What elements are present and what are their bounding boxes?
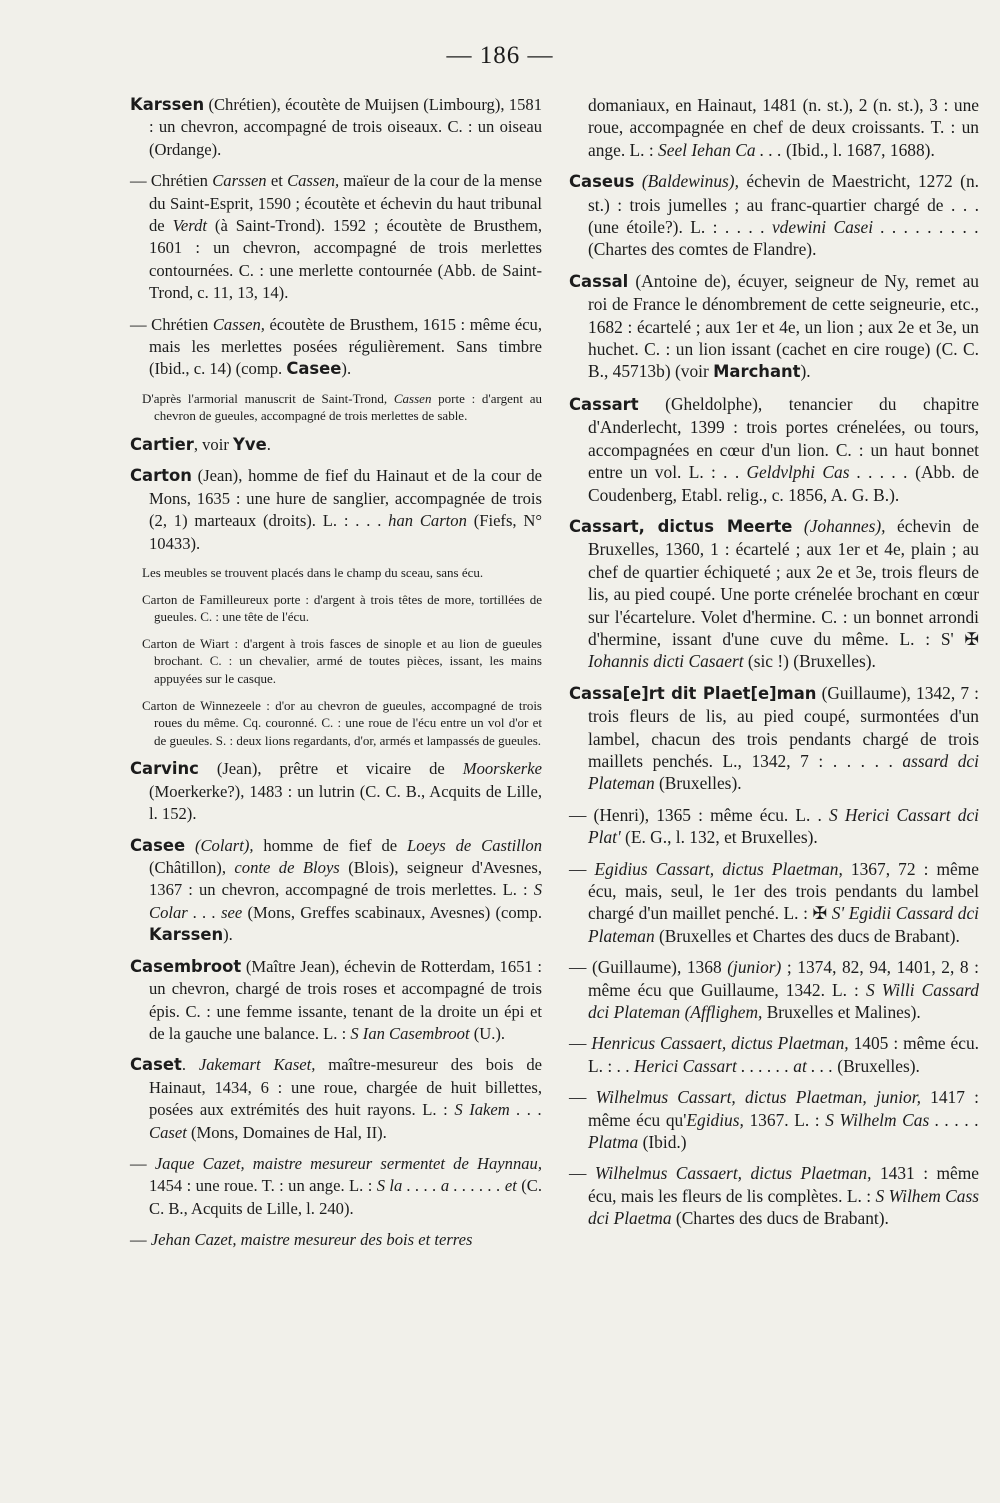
footnote	[130, 697, 542, 750]
dictionary-entry	[130, 434, 542, 456]
dictionary-entry	[569, 1086, 979, 1153]
footnote	[130, 635, 542, 688]
dictionary-entry	[130, 314, 542, 381]
headword: Caseus	[569, 172, 635, 192]
entry-text: (Maître Jean), échevin de Rotterdam, 1651 : un chevron, chargé de trois roses et accompagné de trois épis. C. : une femme issante, tenant de la droite un épi et de la gauche une balance. L. :	[149, 956, 542, 1043]
entry-text: —	[130, 1230, 151, 1250]
entry-text: (Mons, Greffes scabinaux, Avesnes) (comp.	[242, 902, 542, 922]
entry-text: (sic !) (Bruxelles).	[743, 651, 876, 672]
entry-text: —	[569, 1033, 592, 1054]
headword: Cassart, dictus Meerte	[569, 516, 793, 536]
headword: Yve	[233, 435, 267, 455]
dictionary-entry	[569, 1162, 979, 1229]
italic-text: Moorskerke	[462, 759, 542, 779]
dictionary-entry	[569, 804, 979, 849]
entry-text: ; 1374, 82, 94, 1401, 2, 8 : même écu que Guillaume, 1342. L. :	[588, 957, 979, 1000]
headword: Carvinc	[130, 759, 199, 779]
headword: Cassart	[569, 394, 639, 414]
italic-text: assard dci Plateman	[588, 750, 979, 794]
entry-text: écoutète de Brusthem, 1615 : même écu, mais les merlettes posées régulièrement. Sans timbre (Ibid., c. 14) (comp.	[149, 314, 543, 379]
entry-text: (Abb. de Coudenberg, Etabl. relig., c. 1856, A. G. B.).	[588, 462, 979, 505]
dictionary-entry	[569, 515, 979, 673]
italic-text: S Herici Cassart dci Plat'	[588, 804, 979, 848]
italic-text: Henricus Cassaert, dictus Plaetman,	[591, 1033, 849, 1054]
entry-text: ).	[800, 361, 811, 382]
italic-text: (Baldewinus),	[634, 171, 739, 192]
entry-text: D'après l'armorial manuscrit de Saint-Trond,	[142, 390, 394, 406]
italic-text: Wilhelmus Cassart, dictus Plaetman, junior,	[595, 1087, 921, 1108]
entry-text: , voir	[193, 435, 234, 455]
entry-text: —	[569, 1087, 596, 1108]
italic-text: Jaque Cazet, maistre mesureur sermentet de Haynnau,	[154, 1153, 543, 1173]
headword: Cassal	[569, 271, 629, 291]
entry-text: Les meubles se trouvent placés dans le champ du sceau, sans écu.	[142, 565, 484, 581]
entry-text: (Bruxelles et Chartes des ducs de Brabant).	[654, 925, 960, 946]
italic-text: S Colar . . . see	[149, 880, 542, 922]
italic-text: Egidius Cassart, dictus Plaetman,	[594, 858, 843, 879]
footnote	[130, 591, 542, 626]
entry-text: (Guillaume), 1342, 7 : trois fleurs de lis, au pied coupé, surmontées d'un lambel, chacun des trois pendants chargé de trois maillets penchés. L., 1342, 7 : . . . . .	[588, 682, 979, 771]
entry-text: 1417 : même écu qu'	[588, 1087, 980, 1130]
entry-text: — Chrétien	[130, 171, 213, 191]
headword: Marchant	[713, 362, 801, 382]
dictionary-entry	[569, 858, 979, 948]
entry-text: ).	[341, 359, 352, 379]
entry-text: (Jean), homme de fief du Hainaut et de la cour de Mons, 1635 : une hure de sanglier, accompagnée de trois (2, 1) marteaux (droits). L. : . . .	[149, 466, 542, 531]
dictionary-entry	[130, 465, 542, 555]
italic-text: Cassen	[393, 390, 432, 406]
entry-text: (Fiefs, N° 10433).	[149, 511, 542, 553]
entry-text: (Châtillon),	[149, 858, 235, 878]
italic-text: Iohannis dicti Casaert	[588, 651, 744, 672]
entry-text: Carton de Familleureux porte : d'argent à trois têtes de more, tortillées de gueules. C. : une tête de l'écu.	[142, 591, 542, 625]
entry-text: porte : d'argent au chevron de gueules, accompagné de trois merlettes de sable.	[154, 390, 543, 424]
italic-text: Egidius,	[686, 1109, 744, 1130]
dictionary-entry	[569, 682, 979, 795]
entry-text: —	[130, 1153, 155, 1173]
left-column	[130, 94, 542, 1261]
italic-text: S Ian Casembroot	[350, 1023, 470, 1043]
entry-text: — Chrétien	[130, 314, 213, 334]
dictionary-entry	[569, 170, 979, 261]
italic-text: Herici Cassart . . . . . . at . . .	[633, 1055, 833, 1076]
entry-text: (Moerkerke?), 1483 : un lutrin (C. C. B., Acquits de Lille, l. 152).	[149, 781, 542, 824]
entry-text: (Jean), prêtre et vicaire de	[198, 759, 463, 779]
italic-text: han Carton	[388, 511, 467, 531]
dictionary-entry	[130, 956, 542, 1046]
entry-text: Carton de Winnezeele : d'or au chevron de gueules, accompagné de trois roues du même. Cq. couronné. C. : une roue de l'écu entre un vol d'or et de gueules. S. : deux lions regardants, d'or, armés et lampassés de gueules.	[142, 697, 542, 748]
entry-text: Bruxelles et Malines).	[762, 1002, 921, 1023]
entry-text: — (Henri), 1365 : même écu. L. .	[569, 804, 830, 825]
italic-text: (Johannes),	[792, 515, 886, 536]
entry-text: (E. G., l. 132, et Bruxelles).	[620, 827, 818, 848]
italic-text: S Iakem . . . Caset	[149, 1100, 543, 1142]
italic-text: Loeys de Castillon	[407, 835, 542, 855]
italic-text: S Willi Cassard dci Plateman (Afflighem,	[588, 979, 979, 1023]
entry-text: 1405 : même écu. L. : . .	[588, 1033, 979, 1076]
entry-text: —	[569, 1163, 595, 1184]
entry-text: échevin de Bruxelles, 1360, 1 : écartelé ; aux 1er et 4e, plain ; au chef de quartier échiqueté ; aux 2e et 3e, trois fleurs de lis, au pied coupé. Une porte crénelée brochant en cœur sur l'écartelure. Volet d'hermine. C. : un bonnet arrondi d'hermine, issant d'une cuve du même. L. : S' ✠	[588, 515, 980, 649]
footnote	[130, 564, 542, 582]
entry-text: .	[266, 435, 271, 455]
entry-text: (C. C. B., Acquits de Lille, l. 240).	[149, 1176, 543, 1218]
italic-text: Cassen,	[212, 314, 265, 334]
dictionary-entry	[569, 393, 979, 506]
entry-text: (Bruxelles).	[832, 1055, 920, 1076]
page-number: — 186 —	[446, 42, 554, 69]
headword: Cassa[e]rt dit Plaet[e]man	[569, 683, 817, 703]
headword: Casee	[130, 835, 186, 855]
headword: Carton	[130, 466, 192, 486]
entry-text: .	[181, 1055, 199, 1075]
entry-text: (Mons, Domaines de Hal, II).	[186, 1122, 387, 1142]
dictionary-entry	[569, 1032, 979, 1077]
entry-text: 1454 : une roue. T. : un ange. L. :	[149, 1176, 377, 1196]
headword: Karssen	[130, 95, 205, 114]
entry-text: domaniaux, en Hainaut, 1481 (n. st.), 2 (n. st.), 3 : une roue, accompagnée en chef de deux croissants. T. : un ange. L. :	[588, 95, 979, 160]
entry-text: (à Saint-Trond). 1592 ; écoutète de Brusthem, 1601 : un chevron, accompagné de trois merlettes contournées. C. : une merlette contournée (Abb. de Saint-Trond, c. 11, 13, 14).	[149, 216, 542, 303]
dictionary-entry	[130, 1153, 542, 1220]
right-column	[569, 94, 979, 1239]
italic-text: Seel Iehan Ca . . .	[658, 139, 782, 160]
entry-text: (Blois), seigneur d'Avesnes, 1367 : un chevron, accompagné de trois merlettes. L. :	[149, 858, 542, 900]
entry-text: Carton de Wiart : d'argent à trois fasces de sinople et au lion de gueules brochant. C. : un chevalier, armé de toutes pièces, issant, les mains appuyées sur le casque.	[142, 635, 542, 687]
entry-text: homme de fief de	[253, 835, 408, 855]
entry-text: (Antoine de), écuyer, seigneur de Ny, remet au roi de France le dénombrement de cette seigneurie, etc., 1682 : écartelé ; aux 1er et 4e, un lion ; aux 2e et 3e, un huchet. C. : un lion issant (cachet en cire rouge) (C. C. B., 45713b) (voir	[588, 270, 979, 382]
headword: Casembroot	[130, 956, 242, 976]
italic-text: Verdt	[172, 216, 207, 236]
entry-text: ).	[223, 925, 233, 945]
italic-text: conte de Bloys	[234, 858, 340, 878]
dictionary-entry	[130, 1054, 542, 1144]
italic-text: vdewini Casei . . . . . . . . .	[771, 217, 979, 238]
italic-text: S Wilhelm Cas . . . . . Platma	[588, 1109, 979, 1153]
headword: Cartier	[130, 435, 194, 455]
headword: Karssen	[149, 925, 224, 945]
dictionary-entry	[130, 94, 542, 161]
dictionary-entry	[130, 758, 542, 825]
entry-text: 1367. L. :	[743, 1109, 826, 1130]
italic-text: Jehan Cazet, maistre mesureur des bois et terres	[150, 1230, 473, 1250]
dictionary-entry	[130, 170, 542, 304]
entry-text: (U.).	[469, 1023, 506, 1043]
entry-text: (Gheldolphe), tenancier du chapitre d'Anderlecht, 1399 : trois portes crénelées, ou tours, accompagnées en cœur d'un lion. C. : un haut bonnet entre un vol. L. : . .	[588, 393, 979, 483]
italic-text: S la . . . . a . . . . . . et	[376, 1176, 517, 1196]
entry-text: (Bruxelles).	[654, 773, 742, 794]
dictionary-entry	[130, 1229, 542, 1251]
italic-text: Jakemart Kaset,	[198, 1055, 316, 1075]
italic-text: S' Egidii Cassard dci Plateman	[588, 903, 979, 946]
italic-text: Wilhelmus Cassaert, dictus Plaetman,	[594, 1163, 872, 1184]
headword: Caset	[130, 1055, 182, 1075]
entry-text: (Chartes des comtes de Flandre).	[588, 239, 817, 260]
dictionary-entry	[569, 956, 979, 1023]
entry-text: — (Guillaume), 1368	[569, 957, 728, 978]
dictionary-entry	[569, 94, 979, 161]
entry-text: échevin de Maestricht, 1272 (n. st.) : trois jumelles ; au franc-quartier chargé de . . . (une étoile?). L. : . . . .	[588, 171, 980, 238]
entry-text: (Chrétien), écoutète de Muijsen (Limbourg), 1581 : un chevron, accompagné de trois oiseaux. C. : un oiseau (Ordange).	[149, 95, 542, 159]
entry-text: 1367, 72 : même écu, mais, seul, le 1er des trois pendants du lambel chargé d'un maillet penché. L. : ✠	[588, 858, 979, 924]
entry-text: maïeur de la cour de la mense du Saint-Esprit, 1590 ; écoutète et échevin du haut tribunal de	[149, 171, 543, 236]
entry-text: maître-mesureur des bois de Hainaut, 1434, 6 : une roue, chargée de huit billettes, posées aux extrémités des huit rayons. L. :	[149, 1055, 542, 1120]
dictionary-entry	[569, 270, 979, 384]
italic-text: (Colart),	[185, 835, 254, 855]
italic-text: Cassen,	[287, 171, 340, 191]
footnote	[130, 390, 542, 425]
entry-text: et	[266, 171, 288, 191]
entry-text: 1431 : même écu, mais les fleurs de lis complètes. L. :	[588, 1163, 980, 1206]
entry-text: (Ibid., l. 1687, 1688).	[781, 139, 935, 160]
italic-text: (junior)	[727, 957, 782, 978]
entry-text: (Chartes des ducs de Brabant).	[671, 1208, 889, 1229]
entry-text: —	[569, 858, 595, 879]
headword: Casee	[286, 359, 342, 379]
italic-text: Carssen	[212, 171, 267, 191]
entry-text: (Ibid.)	[638, 1132, 687, 1153]
dictionary-entry	[130, 835, 542, 947]
italic-text: Geldvlphi Cas . . . . .	[746, 462, 908, 483]
italic-text: S Wilhem Cass dci Plaetma	[588, 1185, 980, 1229]
